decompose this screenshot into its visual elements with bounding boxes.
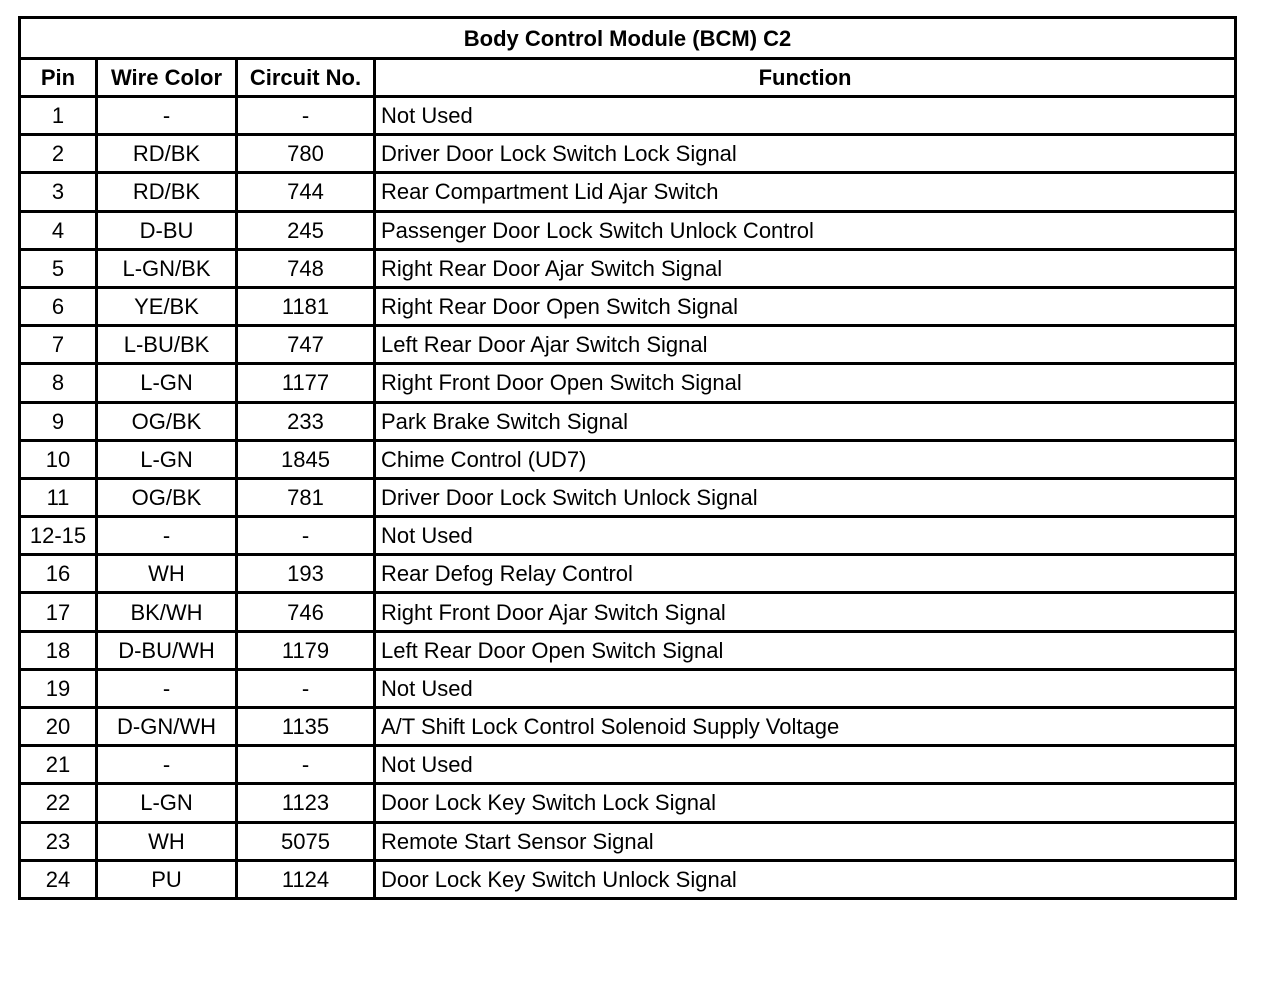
pin-cell: 4 bbox=[20, 211, 97, 249]
circuit-no-cell: 747 bbox=[237, 326, 375, 364]
table-row bbox=[20, 631, 1236, 669]
function-cell: Driver Door Lock Switch Unlock Signal bbox=[375, 478, 1236, 516]
pin-cell: 23 bbox=[20, 822, 97, 860]
circuit-no-cell: 245 bbox=[237, 211, 375, 249]
function-cell: Not Used bbox=[375, 669, 1236, 707]
table-row bbox=[20, 822, 1236, 860]
wire-color-cell: D-GN/WH bbox=[97, 708, 237, 746]
wire-color-cell: PU bbox=[97, 860, 237, 898]
circuit-no-cell: 744 bbox=[237, 173, 375, 211]
circuit-no-cell: 1123 bbox=[237, 784, 375, 822]
wire-color-cell: - bbox=[97, 669, 237, 707]
pin-cell: 10 bbox=[20, 440, 97, 478]
circuit-no-cell: - bbox=[237, 669, 375, 707]
wire-color-cell: L-BU/BK bbox=[97, 326, 237, 364]
wire-color-cell: - bbox=[97, 517, 237, 555]
table-row bbox=[20, 440, 1236, 478]
table-row bbox=[20, 287, 1236, 325]
wire-color-cell: L-GN/BK bbox=[97, 249, 237, 287]
pin-cell: 3 bbox=[20, 173, 97, 211]
wire-color-cell: D-BU/WH bbox=[97, 631, 237, 669]
pin-cell: 9 bbox=[20, 402, 97, 440]
pin-cell: 7 bbox=[20, 326, 97, 364]
wire-color-cell: YE/BK bbox=[97, 287, 237, 325]
pin-cell: 8 bbox=[20, 364, 97, 402]
function-cell: Door Lock Key Switch Unlock Signal bbox=[375, 860, 1236, 898]
function-cell: Chime Control (UD7) bbox=[375, 440, 1236, 478]
table-row bbox=[20, 402, 1236, 440]
pin-cell: 20 bbox=[20, 708, 97, 746]
table-row bbox=[20, 478, 1236, 516]
wire-color-cell: WH bbox=[97, 555, 237, 593]
function-cell: Not Used bbox=[375, 517, 1236, 555]
circuit-no-cell: 5075 bbox=[237, 822, 375, 860]
function-cell: Right Rear Door Open Switch Signal bbox=[375, 287, 1236, 325]
table-row bbox=[20, 708, 1236, 746]
pin-cell: 2 bbox=[20, 135, 97, 173]
pin-cell: 5 bbox=[20, 249, 97, 287]
pin-cell: 11 bbox=[20, 478, 97, 516]
circuit-no-cell: 1845 bbox=[237, 440, 375, 478]
wire-color-cell: WH bbox=[97, 822, 237, 860]
table-row bbox=[20, 249, 1236, 287]
circuit-no-cell: 1179 bbox=[237, 631, 375, 669]
table-row bbox=[20, 746, 1236, 784]
function-cell: Right Front Door Ajar Switch Signal bbox=[375, 593, 1236, 631]
pin-cell: 17 bbox=[20, 593, 97, 631]
table-row bbox=[20, 593, 1236, 631]
table-row bbox=[20, 326, 1236, 364]
table-row bbox=[20, 860, 1236, 898]
circuit-no-cell: 193 bbox=[237, 555, 375, 593]
bcm-c2-pinout-table bbox=[18, 16, 1237, 900]
table-row bbox=[20, 784, 1236, 822]
circuit-no-cell: 1177 bbox=[237, 364, 375, 402]
circuit-no-cell: 1181 bbox=[237, 287, 375, 325]
table-row bbox=[20, 517, 1236, 555]
pin-cell: 21 bbox=[20, 746, 97, 784]
function-cell: Passenger Door Lock Switch Unlock Control bbox=[375, 211, 1236, 249]
pin-cell: 12-15 bbox=[20, 517, 97, 555]
function-cell: Not Used bbox=[375, 97, 1236, 135]
wire-color-cell: OG/BK bbox=[97, 402, 237, 440]
function-cell: Driver Door Lock Switch Lock Signal bbox=[375, 135, 1236, 173]
table-row bbox=[20, 211, 1236, 249]
header-function: Function bbox=[375, 59, 1236, 97]
pin-cell: 6 bbox=[20, 287, 97, 325]
pin-cell: 18 bbox=[20, 631, 97, 669]
table-row bbox=[20, 135, 1236, 173]
function-cell: Not Used bbox=[375, 746, 1236, 784]
function-cell: Door Lock Key Switch Lock Signal bbox=[375, 784, 1236, 822]
circuit-no-cell: 1124 bbox=[237, 860, 375, 898]
table-row bbox=[20, 555, 1236, 593]
function-cell: Left Rear Door Ajar Switch Signal bbox=[375, 326, 1236, 364]
header-circuit-no: Circuit No. bbox=[237, 59, 375, 97]
wire-color-cell: OG/BK bbox=[97, 478, 237, 516]
wire-color-cell: RD/BK bbox=[97, 135, 237, 173]
pin-cell: 16 bbox=[20, 555, 97, 593]
circuit-no-cell: - bbox=[237, 97, 375, 135]
wire-color-cell: - bbox=[97, 97, 237, 135]
header-pin: Pin bbox=[20, 59, 97, 97]
circuit-no-cell: 233 bbox=[237, 402, 375, 440]
table-row bbox=[20, 364, 1236, 402]
function-cell: Remote Start Sensor Signal bbox=[375, 822, 1236, 860]
circuit-no-cell: - bbox=[237, 746, 375, 784]
table-row bbox=[20, 97, 1236, 135]
pin-cell: 24 bbox=[20, 860, 97, 898]
wire-color-cell: D-BU bbox=[97, 211, 237, 249]
pin-cell: 19 bbox=[20, 669, 97, 707]
circuit-no-cell: 1135 bbox=[237, 708, 375, 746]
circuit-no-cell: 780 bbox=[237, 135, 375, 173]
wire-color-cell: L-GN bbox=[97, 784, 237, 822]
table-row bbox=[20, 669, 1236, 707]
circuit-no-cell: - bbox=[237, 517, 375, 555]
wire-color-cell: - bbox=[97, 746, 237, 784]
function-cell: Rear Defog Relay Control bbox=[375, 555, 1236, 593]
circuit-no-cell: 748 bbox=[237, 249, 375, 287]
pin-cell: 1 bbox=[20, 97, 97, 135]
function-cell: Right Rear Door Ajar Switch Signal bbox=[375, 249, 1236, 287]
wire-color-cell: RD/BK bbox=[97, 173, 237, 211]
function-cell: Right Front Door Open Switch Signal bbox=[375, 364, 1236, 402]
wire-color-cell: L-GN bbox=[97, 364, 237, 402]
wire-color-cell: BK/WH bbox=[97, 593, 237, 631]
circuit-no-cell: 781 bbox=[237, 478, 375, 516]
wire-color-cell: L-GN bbox=[97, 440, 237, 478]
table-title: Body Control Module (BCM) C2 bbox=[20, 18, 1236, 59]
function-cell: Left Rear Door Open Switch Signal bbox=[375, 631, 1236, 669]
function-cell: Park Brake Switch Signal bbox=[375, 402, 1236, 440]
circuit-no-cell: 746 bbox=[237, 593, 375, 631]
table-row bbox=[20, 173, 1236, 211]
pin-cell: 22 bbox=[20, 784, 97, 822]
function-cell: Rear Compartment Lid Ajar Switch bbox=[375, 173, 1236, 211]
function-cell: A/T Shift Lock Control Solenoid Supply Voltage bbox=[375, 708, 1236, 746]
header-wire-color: Wire Color bbox=[97, 59, 237, 97]
